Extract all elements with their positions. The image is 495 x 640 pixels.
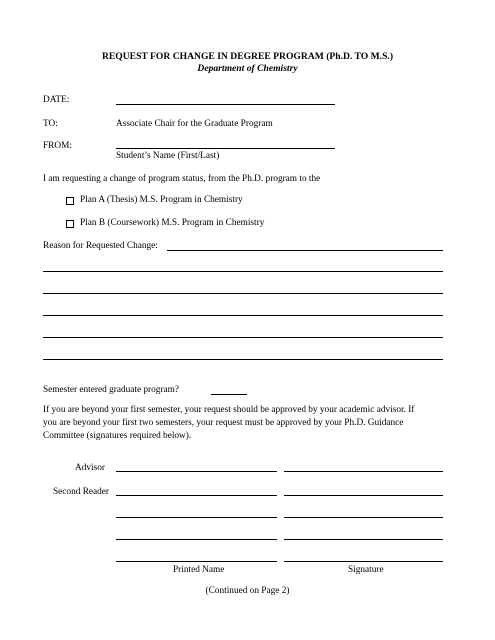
from-label: FROM: (43, 141, 72, 151)
committee-signature-line[interactable] (284, 539, 443, 540)
reason-line[interactable] (167, 250, 443, 251)
student-name-caption: Student’s Name (First/Last) (116, 151, 220, 161)
advisor-label: Advisor (75, 463, 105, 473)
plan-a-checkbox[interactable] (66, 197, 74, 205)
from-field-line[interactable] (116, 148, 335, 149)
signature-caption: Signature (348, 565, 384, 575)
committee-printed-name-line[interactable] (116, 517, 277, 518)
reason-line[interactable] (43, 359, 443, 360)
form-title: REQUEST FOR CHANGE IN DEGREE PROGRAM (Ph.D. TO M.S.) (101, 51, 394, 62)
committee-signature-line[interactable] (284, 561, 443, 562)
reason-line[interactable] (43, 337, 443, 338)
reason-line[interactable] (43, 271, 443, 272)
date-field-line[interactable] (116, 104, 335, 105)
reason-line[interactable] (43, 293, 443, 294)
second-reader-label: Second Reader (53, 487, 110, 497)
reason-line[interactable] (43, 315, 443, 316)
reason-label: Reason for Requested Change: (43, 241, 158, 251)
plan-b-label: Plan B (Coursework) M.S. Program in Chemistry (80, 218, 265, 228)
plan-b-checkbox[interactable] (66, 220, 74, 228)
advisor-signature-line[interactable] (284, 471, 443, 472)
advisor-printed-name-line[interactable] (116, 471, 277, 472)
second-reader-printed-name-line[interactable] (116, 495, 277, 496)
committee-printed-name-line[interactable] (116, 539, 277, 540)
committee-printed-name-line[interactable] (116, 561, 277, 562)
plan-a-label: Plan A (Thesis) M.S. Program in Chemistry (80, 195, 243, 205)
second-reader-signature-line[interactable] (284, 495, 443, 496)
semester-label: Semester entered graduate program? (43, 385, 180, 395)
approval-text-line-3: Committee (signatures required below). (43, 431, 192, 441)
to-label: TO: (43, 119, 58, 129)
approval-text-line-1: If you are beyond your first semester, your request should be approved by your academic advisor. If (43, 405, 415, 415)
to-value: Associate Chair for the Graduate Program (116, 119, 273, 129)
committee-signature-line[interactable] (284, 517, 443, 518)
semester-field-line[interactable] (211, 394, 247, 395)
printed-name-caption: Printed Name (173, 565, 225, 575)
approval-text-line-2: you are beyond your first two semesters, your request must be approved by your Ph.D. Guidance (43, 418, 404, 428)
request-text: I am requesting a change of program status, from the Ph.D. program to the (43, 174, 321, 184)
continued-note: (Continued on Page 2) (205, 586, 290, 596)
date-label: DATE: (43, 95, 70, 105)
department-subtitle: Department of Chemistry (197, 63, 298, 74)
